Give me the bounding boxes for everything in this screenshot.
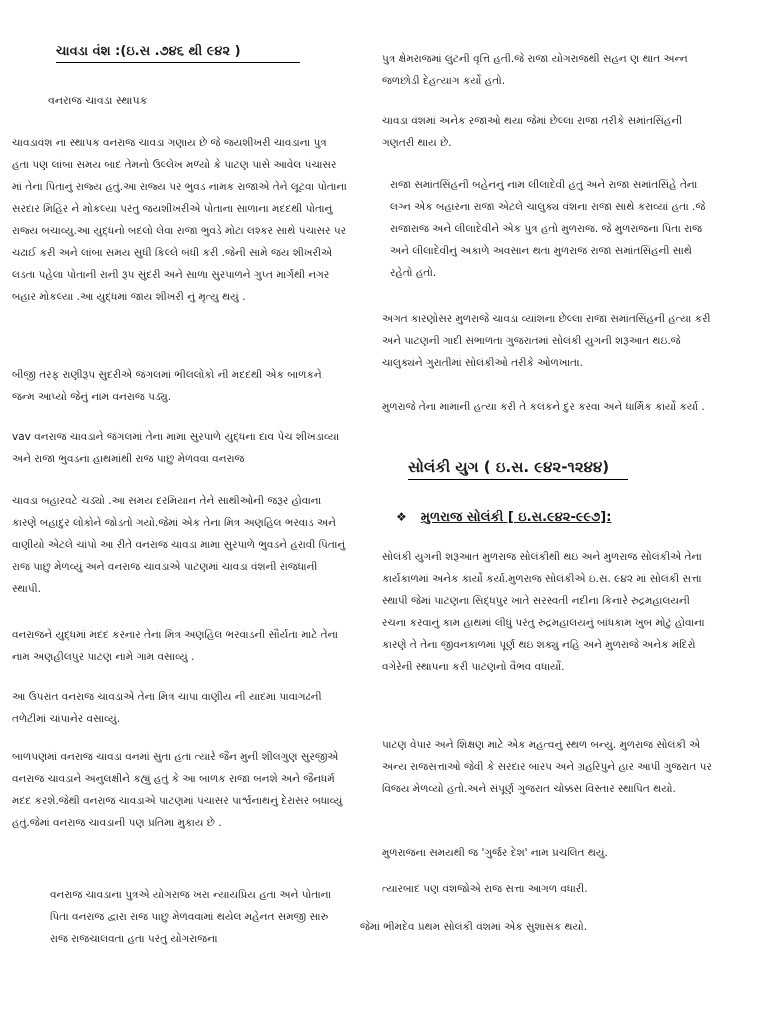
paragraph-vanraj-training: vav વનરાજ ચાવડાને જંગલમાં તેના મામા સુરપાળે યુદ્ધના દાવ પેચ શીખડાવ્યા અને રાજા ભુવડના હાથમાંથી રાજ પાછુ મેળવવા વનરાજ	[12, 431, 340, 465]
paragraph-mulraj-rise: અગત કારણોસર મુળરાજે ચાવડા વ્યાંશના છેલ્લા રાજા સમાંતસિંહની હત્યા કરી અને પાટણની ગાદી સંભાળતા ગુજરાતમાં સોલંકી યુગની શરૂઆત થઇ.જે ચાલુક્યને ગુરાતીમાં સોલંકીઓ તરીકે ઓળખાતા.	[382, 313, 711, 369]
paragraph-vanraj-rebellion: ચાવડા બહારવટે ચડ્યો .આ સમય દરમિયાન તેને સાથીઓની જરૂર હોવાના કારણે બહાદુર લોકોને જોડતો ગયો.જેમાં એક તેના મિત્ર અણહિલ ભરવાડ અને વાણીયો એટલે ચાંપો આ રીતે વનરાજ ચાવડા મામા સુરપાળે ભુવડને હરાવી પિતાનું રાજ પાછુ મેળવ્યું અને વનરાજ ચાવડાએ પાટણમાં ચાવડા વંશની રાજધાની સ્થાપી.	[12, 495, 346, 595]
subheading-vanraj-founder: વનરાજ ચાવડા સ્થાપક	[48, 94, 148, 107]
subheading-mulraj-solanki	[396, 510, 611, 525]
paragraph-jain-muni: બાળપણમાં વનરાજ ચાવડા વનમાં સુતા હતા ત્યારે જૈન મુની શીલગુણ સુરજીએ વનરાજ ચાવડાને અનુલક્ષીને કહ્યું હતું કે આ બાળક રાજા બનશે અને જૈનધર્મ મદદ કરશે.જેથી વનરાજ ચાવડાએ પાટણમાં પંચાસર પાર્શ્વનાથનું દેરાસર બધાવ્યું હતું.જેમાં વનરાજ ચાવડાની પણ પ્રતિમા મુકાય છે .	[12, 751, 343, 829]
paragraph-patan-trade: પાટણ વેપાર અને શિક્ષણ માટે એક મહત્વનું સ્થળ બન્યું. મુળરાજ સોલંકી એ અન્ય રાજસત્તાઓ જેવી કે સરદાર બારપ અને ગ્રહરિપુને હાર આપી ગુજરાત પર વિજય મેળવ્યો હતો.અને સંપૂર્ણ ગુજરાત ચોક્કસ વિસ્તાર સ્થાપિત થયો.	[382, 739, 712, 795]
paragraph-last-chavda-king: ચાવડા વંશમાં અનેક રજાઓ થયા જેમાં છેલ્લા રાજા તરીકે સમાંતસિંહની ગણતરી થાય છે.	[382, 115, 683, 149]
paragraph-solanki-beginning: સોલંકી યુગની શરૂઆત મુળરાજ સોલંકીથી થઇ અને મુળરાજ સોલંકીએ તેના કાર્યકાળમાં અનેક કાર્યો કર્યા.મુળરાજ સોલંકીએ ઇ.સ. ૯૪૨ માં સોલંકી સત્તા સ્થાપી જેમાં પાટણના સિદ્ધપુર ખાતે સરસ્વતી નદીના કિનારે રુદ્રમહાલયની રચના કરવાનું કામ હાથમાં લીધું પરંતુ રુદ્રમહાલયનું બાંધકામ ખુબ મોટું હોવાના કારણે તે તેના જીવનકાળમાં પૂર્ણ થઇ શક્યુ નહિ અને મુળરાજે અનેક મંદિરો વગેરેની સ્થાપના કરી પાટણનો વૈભવ વધાર્યો.	[382, 551, 705, 673]
paragraph-liladevi: રાજા સમાંતસિંહની બહેનનું નામ લીલાદેવી હતું અને રાજા સમાંતસિંહે તેના લગ્ન એક બહારના રાજા એટલે ચાલુક્ય વંશના રાજા સાથે કરાવ્યાં હતા .જે રાજારાજ અને લીલાદેવીને એક પુત્ર હતો મુળરાજ. જે મુળરાજના પિતા રાજ અને લીલાદેવીનું અકાળે અવસાન થતા મુળરાજ રાજા સમાંતસિંહની સાથે રહેતો હતો.	[390, 179, 706, 279]
section-heading-chavda-dynasty: ચાવડા વંશ :(ઇ.સ .૭૪૬ થી ૯૪૨ )	[56, 44, 300, 63]
paragraph-gurjar-desh: મુળરાજના સમયથી જ 'ગુર્જર દેશ' નામ પ્રચલિત થયું.	[382, 847, 608, 859]
subheading-mulraj-solanki-text: મુળરાજ સોલંકી [ ઇ.સ.૯૪૨-૯૯૭]:	[420, 510, 612, 525]
paragraph-bhimdev: જેમાં ભીમદેવ પ્રથમ સોલંકી વંશમાં એક સુશાસક થયો.	[360, 921, 588, 933]
paragraph-chavda-founding: ચાવડાવંશ ના સ્થાપક વનરાજ ચાવડા ગણાય છે જે જયશીખરી ચાવડાના પુત્ર હતા પણ લાંબા સમય બાદ તેમનો ઉલ્લેખ મળ્યો કે પાટણ પાસે આવેલ પંચાસર માં તેના પિતાનું રાજ્ય હતું.આ રાજ્ય પર ભુવડ નામક રાજાએ તેને લૂટવા પોતાના સરદાર મિહિર ને મોકલ્યા પરંતુ જયશીખરીએ પોતાના સાળાના મદદથી પોતાનું રાજ્ય બચાવ્યુ.આ યુદ્ધનો બદલો લેવા રાજા ભુવડે મોટા લશ્કર સાથે પંચાસર પર ચઢાઈ કરી અને લાંબા સમય સુધી કિલ્લે બંધી કરી .જેની સામે જય શીખરીએ લડતા પહેલા પોતાની રાની રૂપ સુંદરી અને સાળા સુરપાળને ગુપ્ત માર્ગથી નગર બહાર મોકલ્યા .આ યુદ્ધમાં જાય શીખરી નું મૃત્યુ થયું .	[12, 137, 347, 303]
section-heading-solanki-era: સોલંકી યુગ ( ઇ.સ. ૯૪૨-૧૨૪૪)	[408, 458, 628, 480]
paragraph-anhilpur-patan: વનરાજને યુદ્ધમાં મદદ કરનાર તેના મિત્ર અણહિલ ભરવાડની સૌર્યતા માટે તેના નામ અણહીલપુર પાટણ નામે ગામ વસાવ્યું .	[12, 629, 338, 663]
paragraph-kshemraj: પુત્ર ક્ષેમરાજમાં લુંટની વૃત્તિ હતી.જે રાજા યોગરાજથી સહન ણ થાત અન્ન જળછોડી દેહત્યાગ કર્યો હતો.	[382, 53, 688, 87]
paragraph-successors: ત્યારબાદ પણ વંશજોએ રાજ સત્તા આગળ વધારી.	[382, 883, 588, 895]
diamond-bullet-icon: ❖	[396, 510, 407, 524]
paragraph-champaner: આ ઉપરાંત વનરાજ ચાવડાએ તેના મિત્ર ચાપા વાણીય ની યાદમાં પાવાગઢની તળેટીમાં ચાંપાનેર વસાવ્યું.	[12, 691, 322, 725]
paragraph-vanraj-birth: બીજી તરફ રાણીરૂપ સુદરીએ જંગલમાં ભીલલોકો ની મદદથી એક બાળકને જન્મ આપ્યો જેનું નામ વનરાજ પડ્યુ.	[12, 369, 322, 403]
paragraph-mulraj-atonement: મુળરાજે તેના મામાની હત્યા કરી તે કલંકને દુર કરવા અને ધાર્મિક કાર્યો કર્યા .	[382, 401, 705, 413]
paragraph-yograj: વનરાજ ચાવડાના પુત્રએ યોગરાજ ખરા ન્યાયપ્રિય હતા અને પોતાના પિતા વનરાજ દ્વારા રાજ પાછુ મેળવવામાં થયેલ મહેનત સમજી સારુ રાજ રાજચાલવતા હતા પરંતુ યોગરાજના	[50, 889, 332, 945]
